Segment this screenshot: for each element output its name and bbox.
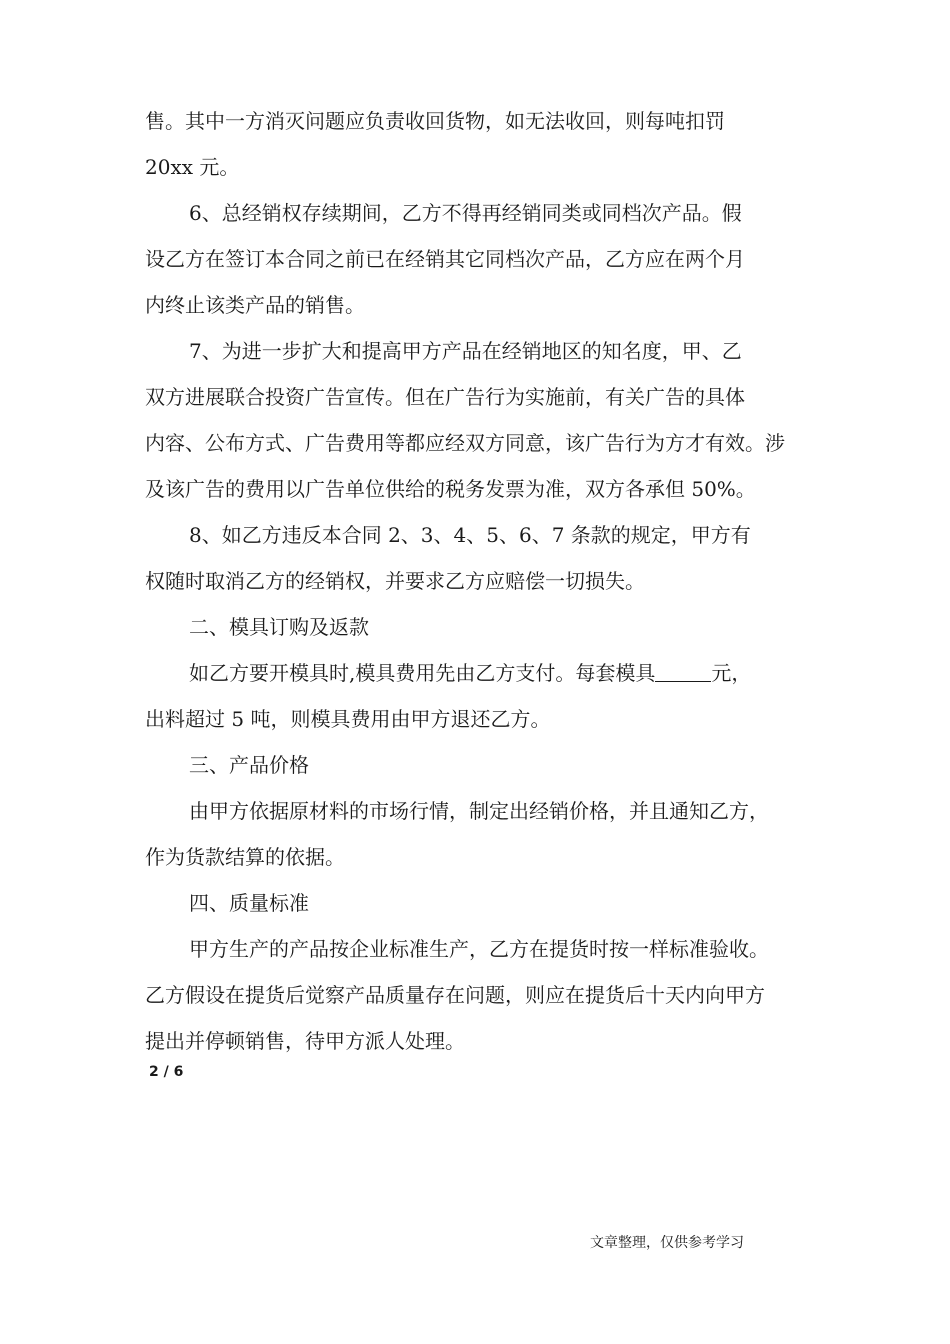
- price-paragraph: [145, 788, 825, 880]
- fill-in-blank: [655, 661, 711, 682]
- text-line: 7、为进一步扩大和提高甲方产品在经销地区的知名度，甲、乙: [189, 339, 742, 363]
- text-line: [145, 650, 825, 696]
- text-line: 作为货款结算的依据。: [145, 845, 345, 869]
- mold-paragraph: [145, 650, 825, 742]
- text-line: 6、总经销权存续期间，乙方不得再经销同类或同档次产品。假: [189, 201, 742, 225]
- text-line: 出料超过 5 吨，则模具费用由甲方退还乙方。: [145, 707, 551, 731]
- paragraph-continuation: [145, 98, 825, 190]
- text-segment: 如乙方要开模具时,模具费用先由乙方支付。每套模具: [189, 661, 656, 685]
- text-line: 内终止该类产品的销售。: [145, 293, 365, 317]
- text-line: 及该广告的费用以广告单位供给的税务发票为准，双方各承但 50%。: [145, 477, 756, 501]
- text-line: 权随时取消乙方的经销权，并要求乙方应赔偿一切损失。: [145, 569, 645, 593]
- text-line: 设乙方在签订本合同之前已在经销其它同档次产品，乙方应在两个月: [145, 247, 745, 271]
- quality-paragraph: [145, 926, 825, 1064]
- text-line: 乙方假设在提货后觉察产品质量存在问题，则应在提货后十天内向甲方: [145, 983, 765, 1007]
- clause-6: [145, 190, 825, 328]
- text-line: 售。其中一方消灭问题应负责收回货物，如无法收回，则每吨扣罚: [145, 109, 725, 133]
- text-line: 8、如乙方违反本合同 2、3、4、5、6、7 条款的规定，甲方有: [189, 523, 751, 547]
- text-line: 双方进展联合投资广告宣传。但在广告行为实施前，有关广告的具体: [145, 385, 745, 409]
- text-line: 甲方生产的产品按企业标准生产，乙方在提货时按一样标准验收。: [189, 937, 769, 961]
- clause-7: [145, 328, 825, 512]
- section-heading-quality: 四、质量标准: [189, 891, 309, 915]
- footer-note: 文章整理，仅供参考学习: [590, 1235, 744, 1251]
- text-line: 提出并停顿销售，待甲方派人处理。: [145, 1029, 465, 1053]
- document-body: [145, 98, 825, 1064]
- text-segment: 元，: [711, 661, 752, 685]
- text-line: 内容、公布方式、广告费用等都应经双方同意，该广告行为方才有效。涉: [145, 431, 785, 455]
- clause-8: [145, 512, 825, 604]
- text-line: 20xx 元。: [145, 155, 240, 179]
- text-line: 由甲方依据原材料的市场行情，制定出经销价格，并且通知乙方，: [189, 799, 769, 823]
- page-number: 2 / 6: [149, 1064, 184, 1080]
- section-heading-mold: 二、模具订购及返款: [189, 615, 369, 639]
- section-heading-price: 三、产品价格: [189, 753, 309, 777]
